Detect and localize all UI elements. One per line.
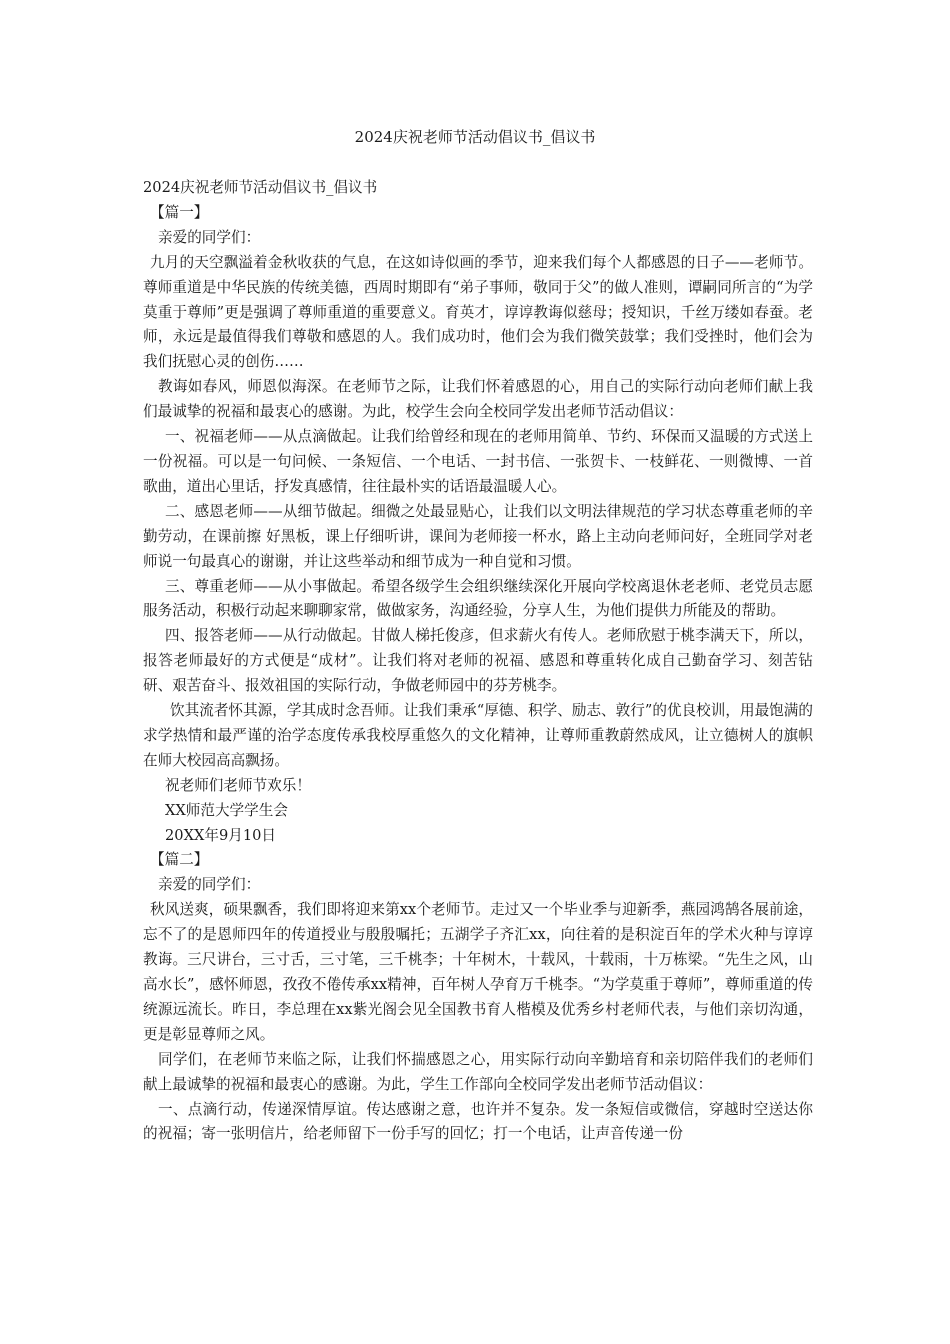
paragraph: 秋风送爽，硕果飘香，我们即将迎来第xx个老师节。走过又一个毕业季与迎新季，燕园鸿鹄各展前途，忘不了的是恩师四年的传道授业与殷殷嘱托；五湖学子齐汇xx，向往着的是积淀百年的学术火种与谆谆教诲。三尺讲台，三寸舌，三寸笔，三千桃李；十年树木，十载风，十载雨，十万栋梁。“先生之风，山高水长”，感怀师恩，孜孜不倦传承xx精神，百年树人孕育万千桃李。“为学莫重于尊师”，尊师重道的传统源远流长。昨日，李总理在xx紫光阁会见全国教书育人楷模及优秀乡村老师代表，与他们亲切沟通，更是彰显尊师之风。 <box>143 901 813 1043</box>
document-body <box>143 176 813 1147</box>
paragraph: 四、报答老师——从行动做起。甘做人梯托俊彦，但求薪火有传人。老师欣慰于桃李满天下，所以，报答老师最好的方式便是“成材”。让我们将对老师的祝福、感恩和尊重转化成自己勤奋学习、刻苦钻研、艰苦奋斗、报效祖国的实际行动，争做老师园中的芬芳桃李。 <box>143 627 813 695</box>
paragraph: 同学们，在老师节来临之际，让我们怀揣感恩之心，用实际行动向辛勤培育和亲切陪伴我们的老师们献上最诚挚的祝福和最衷心的感谢。为此，学生工作部向全校同学发出老师节活动倡议： <box>143 1050 813 1093</box>
paragraph: 三、尊重老师——从小事做起。希望各级学生会组织继续深化开展向学校离退休老老师、老党员志愿服务活动，积极行动起来聊聊家常，做做家务，沟通经验，分享人生，为他们提供力所能及的帮助。 <box>143 577 813 620</box>
paragraph: 一、点滴行动，传递深情厚谊。传达感谢之意，也许并不复杂。发一条短信或微信，穿越时空送达你的祝福；寄一张明信片，给老师留下一份手写的回忆；打一个电话，让声音传递一份 <box>143 1100 813 1143</box>
paragraph: 一、祝福老师——从点滴做起。让我们给曾经和现在的老师用简单、节约、环保而又温暖的方式送上一份祝福。可以是一句问候、一条短信、一个电话、一封书信、一张贺卡、一枝鲜花、一则微博、一首歌曲，道出心里话，抒发真感情，往往最朴实的话语最温暖人心。 <box>143 428 813 495</box>
signature: XX师范大学学生会 <box>165 801 288 819</box>
section-heading-part2: 【篇二】 <box>150 851 209 869</box>
document-subtitle: 2024庆祝老师节活动倡议书_倡议书 <box>143 179 378 196</box>
greeting: 亲爱的同学们： <box>158 876 261 894</box>
paragraph: 饮其流者怀其源，学其成时念吾师。让我们秉承“厚德、积学、励志、敦行”的优良校训，用最饱满的求学热情和最严谨的治学态度传承我校厚重悠久的文化精神，让尊师重教蔚然成风，让立德树人的旗帜在师大校园高高飘扬。 <box>143 702 813 769</box>
date-line: 20XX年9月10日 <box>165 826 276 844</box>
document-title: 2024庆祝老师节活动倡议书_倡议书 <box>354 128 596 146</box>
section-heading-part1: 【篇一】 <box>150 203 209 221</box>
paragraph: 九月的天空飘溢着金秋收获的气息，在这如诗似画的季节，迎来我们每个人都感恩的日子——老师节。尊师重道是中华民族的传统美德，西周时期即有“弟子事师，敬同于父”的做人准则，谭嗣同所言的“为学莫重于尊师”更是强调了尊师重道的重要意义。育英才，谆谆教诲似慈母；授知识，千丝万缕如春蚕。老师，永远是最值得我们尊敬和感恩的人。我们成功时，他们会为我们微笑鼓掌；我们受挫时，他们会为我们抚慰心灵的创伤…… <box>143 253 813 371</box>
paragraph: 二、感恩老师——从细节做起。细微之处最显贴心，让我们以文明法律规范的学习状态尊重老师的辛勤劳动，在课前擦 好黑板，课上仔细听讲，课间为老师接一杯水，路上主动向老师问好，全班同学对老师说一句最真心的谢谢，并让这些举动和细节成为一种自觉和习惯。 <box>143 502 813 570</box>
closing-line: 祝老师们老师节欢乐！ <box>165 776 311 794</box>
paragraph: 教诲如春风，师恩似海深。在老师节之际，让我们怀着感恩的心，用自己的实际行动向老师们献上我们最诚挚的祝福和最衷心的感谢。为此，校学生会向全校同学发出老师节活动倡议： <box>143 378 813 421</box>
greeting: 亲爱的同学们： <box>158 228 261 246</box>
